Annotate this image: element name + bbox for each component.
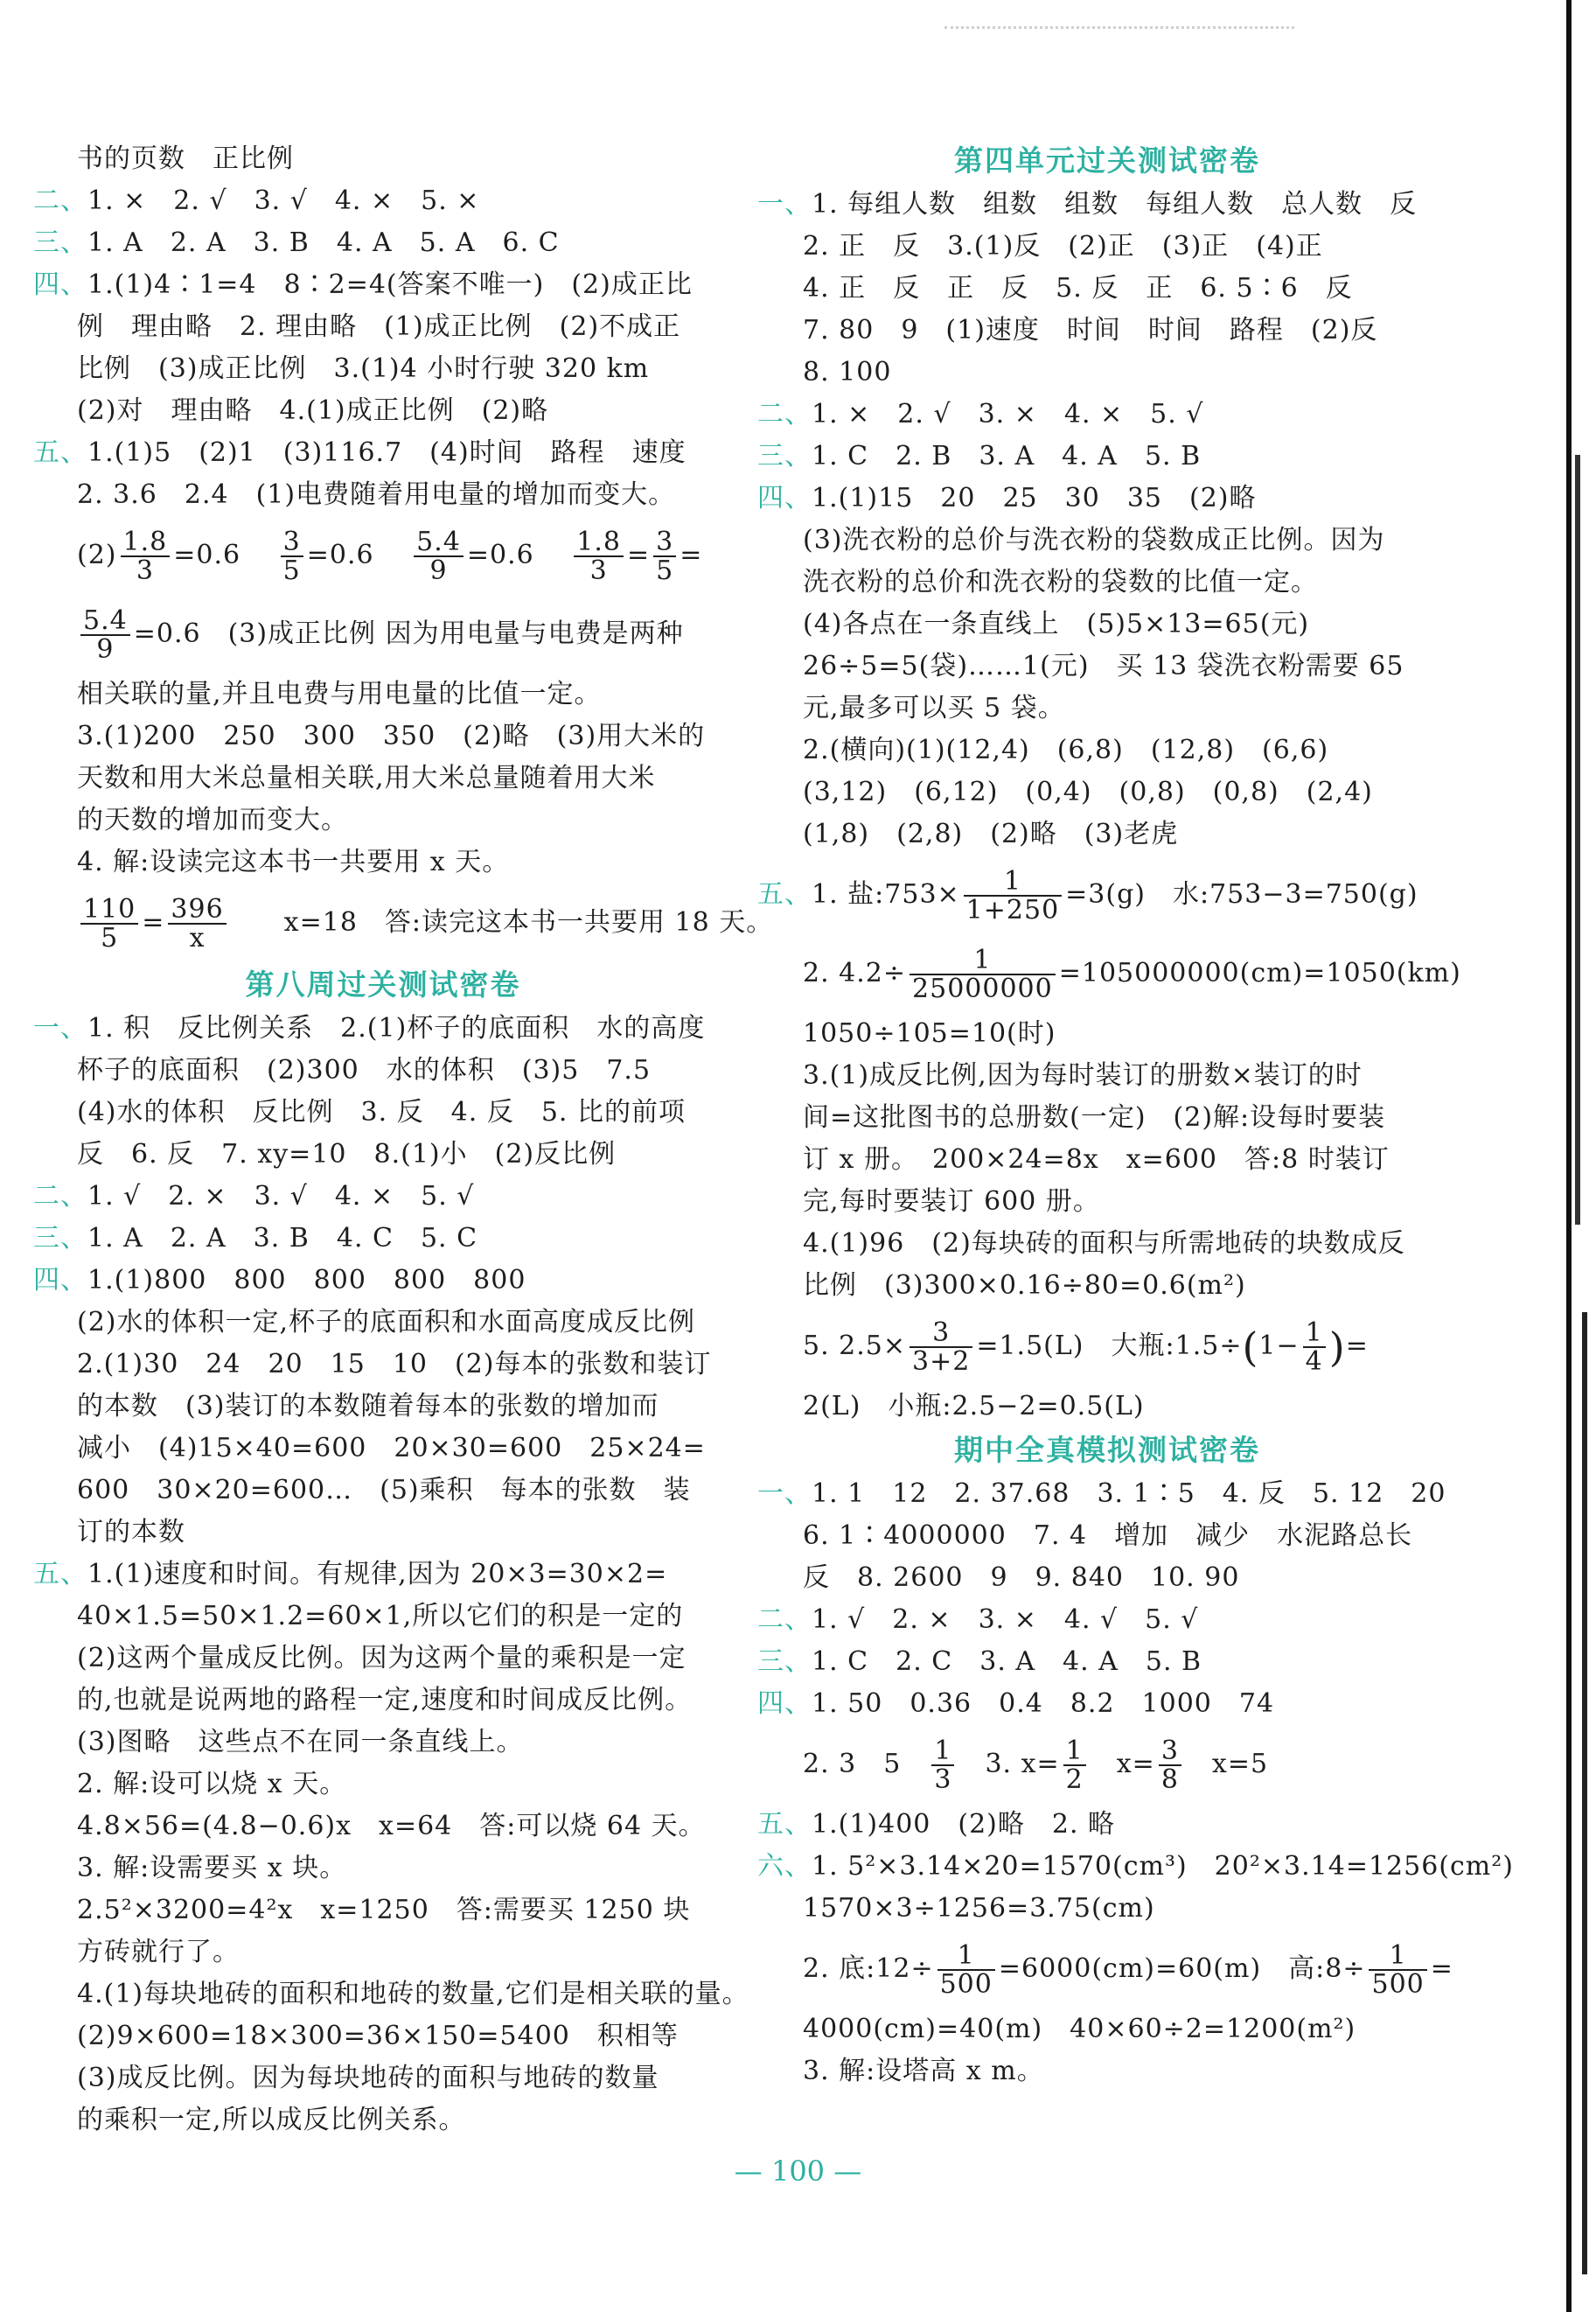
answer-line: 五、1.(1)速度和时间。有规律,因为 20×3=30×2= (33, 1559, 668, 1589)
fraction-line: 5. 2.5× $\frac{3}{3+2}$ =1.5(L) 大瓶:1.5÷(1− $\frac{1}{4}$ )= (803, 1317, 1369, 1377)
answer-line: (3)洗衣粉的总价与洗衣粉的袋数成正比例。因为 (803, 525, 1385, 555)
fraction: $\frac{1.8}{3}$ (121, 528, 171, 585)
page-number: — 100 — (734, 2155, 862, 2188)
answer-line: 书的页数 正比例 (77, 143, 294, 174)
answer-line: (2)对 理由略 4.(1)成正比例 (2)略 (77, 395, 549, 426)
answer-line: 一、1. 1 12 2. 37.68 3. 1∶5 4. 反 5. 12 20 (757, 1478, 1446, 1509)
fraction-line: 五、1. 盐:753× $\frac{1}{1+250}$ =3(g) 水:753−3=750(g) (757, 865, 1418, 925)
fraction: $\frac{3}{5}$ (653, 528, 676, 585)
answer-line: 的,也就是说两地的路程一定,速度和时间成反比例。 (77, 1685, 693, 1715)
answer-line: 三、1. C 2. B 3. A 4. A 5. B (757, 441, 1202, 471)
answer-line: 4. 正 反 正 反 5. 反 正 6. 5∶6 反 (803, 273, 1353, 304)
answer-line: 2.(1)30 24 20 15 10 (2)每本的张数和装订 (77, 1349, 712, 1380)
answer-line: 2. 3.6 2.4 (1)电费随着用电量的增加而变大。 (77, 479, 676, 510)
fraction: $\frac{1}{3}$ (931, 1737, 954, 1794)
answer-line: (4)各点在一条直线上 (5)5×13=65(元) (803, 609, 1310, 639)
answer-line: 的本数 (3)装订的本数随着每本的张数的增加而 (77, 1391, 659, 1421)
fraction-line: (2) $\frac{1.8}{3}$ =0.6 $\frac{3}{5}$ =0.6 $\frac{5.4}{9}$ =0.6 $\frac{1.8}{3}$ = $\frac{3}{5}$ = (77, 526, 703, 586)
answer-line: 四、1.(1)15 20 25 30 35 (2)略 (757, 483, 1257, 513)
answer-line: 的乘积一定,所以成反比例关系。 (77, 2105, 466, 2135)
answer-line: 方砖就行了。 (77, 1937, 240, 1967)
answer-line: (3,12) (6,12) (0,4) (0,8) (0,8) (2,4) (803, 777, 1373, 807)
answer-line: 比例 (3)成正比例 3.(1)4 小时行驶 320 km (77, 353, 650, 384)
answer-line: 1570×3÷1256=3.75(cm) (803, 1893, 1155, 1924)
answer-line: 比例 (3)300×0.16÷80=0.6(m²) (803, 1270, 1246, 1301)
answer-line: 天数和用大米总量相关联,用大米总量随着用大米 (77, 763, 656, 793)
answer-line: 元,最多可以买 5 袋。 (803, 693, 1065, 723)
answer-line: 订的本数 (77, 1517, 185, 1547)
answer-line: 1050÷105=10(时) (803, 1018, 1056, 1049)
fraction: $\frac{396}{x}$ (168, 896, 226, 953)
answer-line: (4)水的体积 反比例 3. 反 4. 反 5. 比的前项 (77, 1097, 686, 1128)
answer-line: 间=这批图书的总册数(一定) (2)解:设每时要装 (803, 1102, 1386, 1133)
answer-line: 2.(横向)(1)(12,4) (6,8) (12,8) (6,6) (803, 735, 1329, 765)
answer-line: 2(L) 小瓶:2.5−2=0.5(L) (803, 1391, 1145, 1421)
answer-line: 五、1.(1)5 (2)1 (3)116.7 (4)时间 路程 速度 (33, 437, 686, 468)
right-column (757, 138, 1514, 2092)
answer-line: (2)水的体积一定,杯子的底面积和水面高度成反比例 (77, 1307, 696, 1338)
answer-line: 4.(1)每块地砖的面积和地砖的数量,它们是相关联的量。 (77, 1979, 749, 2009)
answer-line: 六、1. 5²×3.14×20=1570(cm³) 20²×3.14=1256(cm²) (757, 1851, 1514, 1882)
fraction: $\frac{1.8}{3}$ (574, 528, 624, 585)
answer-line: 杯子的底面积 (2)300 水的体积 (3)5 7.5 (77, 1055, 652, 1086)
answer-line: 3. 解:设塔高 x m。 (803, 2056, 1044, 2086)
fraction: $\frac{3}{8}$ (1159, 1737, 1181, 1794)
answer-line: 洗衣粉的总价和洗衣粉的袋数的比值一定。 (803, 567, 1318, 597)
answer-line: 7. 80 9 (1)速度 时间 时间 路程 (2)反 (803, 315, 1378, 346)
answer-line: 三、1. A 2. A 3. B 4. C 5. C (33, 1223, 478, 1254)
page-edge-shadow (1537, 0, 1596, 2312)
answer-line: 完,每时要装订 600 册。 (803, 1186, 1100, 1217)
fraction: $\frac{1}{500}$ (937, 1942, 995, 1999)
section-title: 第四单元过关测试密卷 (954, 143, 1260, 178)
left-column (33, 138, 774, 2141)
fraction: $\frac{1}{25000000}$ (910, 946, 1056, 1003)
answer-line: 相关联的量,并且电费与用电量的比值一定。 (77, 679, 602, 709)
top-dotted-line (944, 26, 1294, 32)
answer-line: 二、1. √ 2. × 3. √ 4. × 5. √ (33, 1181, 475, 1212)
answer-line: 4.(1)96 (2)每块砖的面积与所需地砖的块数成反 (803, 1228, 1405, 1259)
answer-line: (2)这两个量成反比例。因为这两个量的乘积是一定 (77, 1643, 686, 1673)
answer-line: 一、1. 积 反比例关系 2.(1)杯子的底面积 水的高度 (33, 1013, 706, 1044)
fraction: $\frac{110}{5}$ (80, 896, 138, 953)
fraction-line: 2. 底:12÷ $\frac{1}{500}$ =6000(cm)=60(m) 高:8÷ $\frac{1}{500}$ = (803, 1939, 1453, 2000)
answer-line: 3. 解:设需要买 x 块。 (77, 1853, 347, 1883)
fraction-line: 2. 4.2÷ $\frac{1}{25000000}$ =105000000(cm)=1050(km) (803, 944, 1461, 1004)
answer-line: 2.5²×3200=4²x x=1250 答:需要买 1250 块 (77, 1895, 691, 1925)
section-title: 第八周过关测试密卷 (245, 967, 521, 1002)
fraction: $\frac{1}{4}$ (1303, 1319, 1326, 1376)
answer-line: 4000(cm)=40(m) 40×60÷2=1200(m²) (803, 2014, 1356, 2044)
answer-line: 2. 解:设可以烧 x 天。 (77, 1769, 347, 1799)
answer-line: 三、1. A 2. A 3. B 4. A 5. A 6. C (33, 227, 560, 258)
fraction-line: $\frac{5.4}{9}$ =0.6 (3)成正比例 因为用电量与电费是两种 (33, 595, 733, 674)
answer-line: (1,8) (2,8) (2)略 (3)老虎 (803, 819, 1179, 849)
answer-line: 三、1. C 2. C 3. A 4. A 5. B (757, 1646, 1202, 1677)
answer-line: 3.(1)成反比例,因为每时装订的册数×装订的时 (803, 1060, 1363, 1091)
answer-line: 四、1. 50 0.36 0.4 8.2 1000 74 (757, 1688, 1275, 1719)
answer-line: 4.8×56=(4.8−0.6)x x=64 答:可以烧 64 天。 (77, 1811, 706, 1841)
answer-line: 二、1. × 2. √ 3. × 4. × 5. √ (757, 399, 1204, 430)
answer-line: 40×1.5=50×1.2=60×1,所以它们的积是一定的 (77, 1601, 684, 1631)
answer-line: 例 理由略 2. 理由略 (1)成正比例 (2)不成正 (77, 311, 681, 342)
answer-line: 五、1.(1)400 (2)略 2. 略 (757, 1809, 1116, 1840)
answer-line: 反 6. 反 7. xy=10 8.(1)小 (2)反比例 (77, 1139, 617, 1170)
answer-line: 二、1. × 2. √ 3. √ 4. × 5. × (33, 185, 480, 216)
answer-line: 的天数的增加而变大。 (77, 805, 348, 835)
fraction-line: $\frac{110}{5}$ = $\frac{396}{x}$ x=18 答:读完这本书一共要用 18 天。 (33, 884, 733, 962)
answer-line: 3.(1)200 250 300 350 (2)略 (3)用大米的 (77, 721, 706, 751)
answer-line: 四、1.(1)4∶1=4 8∶2=4(答案不唯一) (2)成正比 (33, 269, 693, 300)
answer-line: (3)成反比例。因为每块地砖的面积与地砖的数量 (77, 2063, 659, 2093)
answer-line: 4. 解:设读完这本书一共要用 x 天。 (77, 847, 510, 877)
answer-line: 8. 100 (803, 357, 892, 388)
answer-line: 2. 正 反 3.(1)反 (2)正 (3)正 (4)正 (803, 231, 1323, 262)
fraction: $\frac{5.4}{9}$ (80, 607, 130, 664)
fraction: $\frac{1}{2}$ (1063, 1737, 1086, 1794)
fraction: $\frac{5.4}{9}$ (414, 528, 463, 585)
fraction: $\frac{1}{500}$ (1369, 1942, 1426, 1999)
answer-line: (3)图略 这些点不在同一条直线上。 (77, 1727, 524, 1757)
fraction: $\frac{1}{1+250}$ (964, 868, 1062, 925)
answer-line: 600 30×20=600… (5)乘积 每本的张数 装 (77, 1475, 691, 1505)
answer-line: 订 x 册。 200×24=8x x=600 答:8 时装订 (803, 1144, 1390, 1175)
answer-line: 反 8. 2600 9 9. 840 10. 90 (803, 1562, 1240, 1593)
fraction-line: 2. 3 5 $\frac{1}{3}$ 3. x= $\frac{1}{2}$ x= $\frac{3}{8}$ x=5 (803, 1735, 1269, 1795)
answer-line: 二、1. √ 2. × 3. × 4. √ 5. √ (757, 1604, 1199, 1635)
answer-line: 一、1. 每组人数 组数 组数 每组人数 总人数 反 (757, 189, 1418, 220)
fraction: $\frac{3}{3+2}$ (910, 1319, 972, 1376)
fraction: $\frac{3}{5}$ (281, 528, 303, 585)
answer-line: 6. 1∶4000000 7. 4 增加 减少 水泥路总长 (803, 1520, 1413, 1551)
answer-line: 四、1.(1)800 800 800 800 800 (33, 1265, 526, 1296)
section-title: 期中全真模拟测试密卷 (954, 1433, 1260, 1467)
answer-line: 减小 (4)15×40=600 20×30=600 25×24= (77, 1433, 706, 1463)
answer-line: (2)9×600=18×300=36×150=5400 积相等 (77, 2021, 679, 2051)
answer-line: 26÷5=5(袋)……1(元) 买 13 袋洗衣粉需要 65 (803, 651, 1404, 681)
